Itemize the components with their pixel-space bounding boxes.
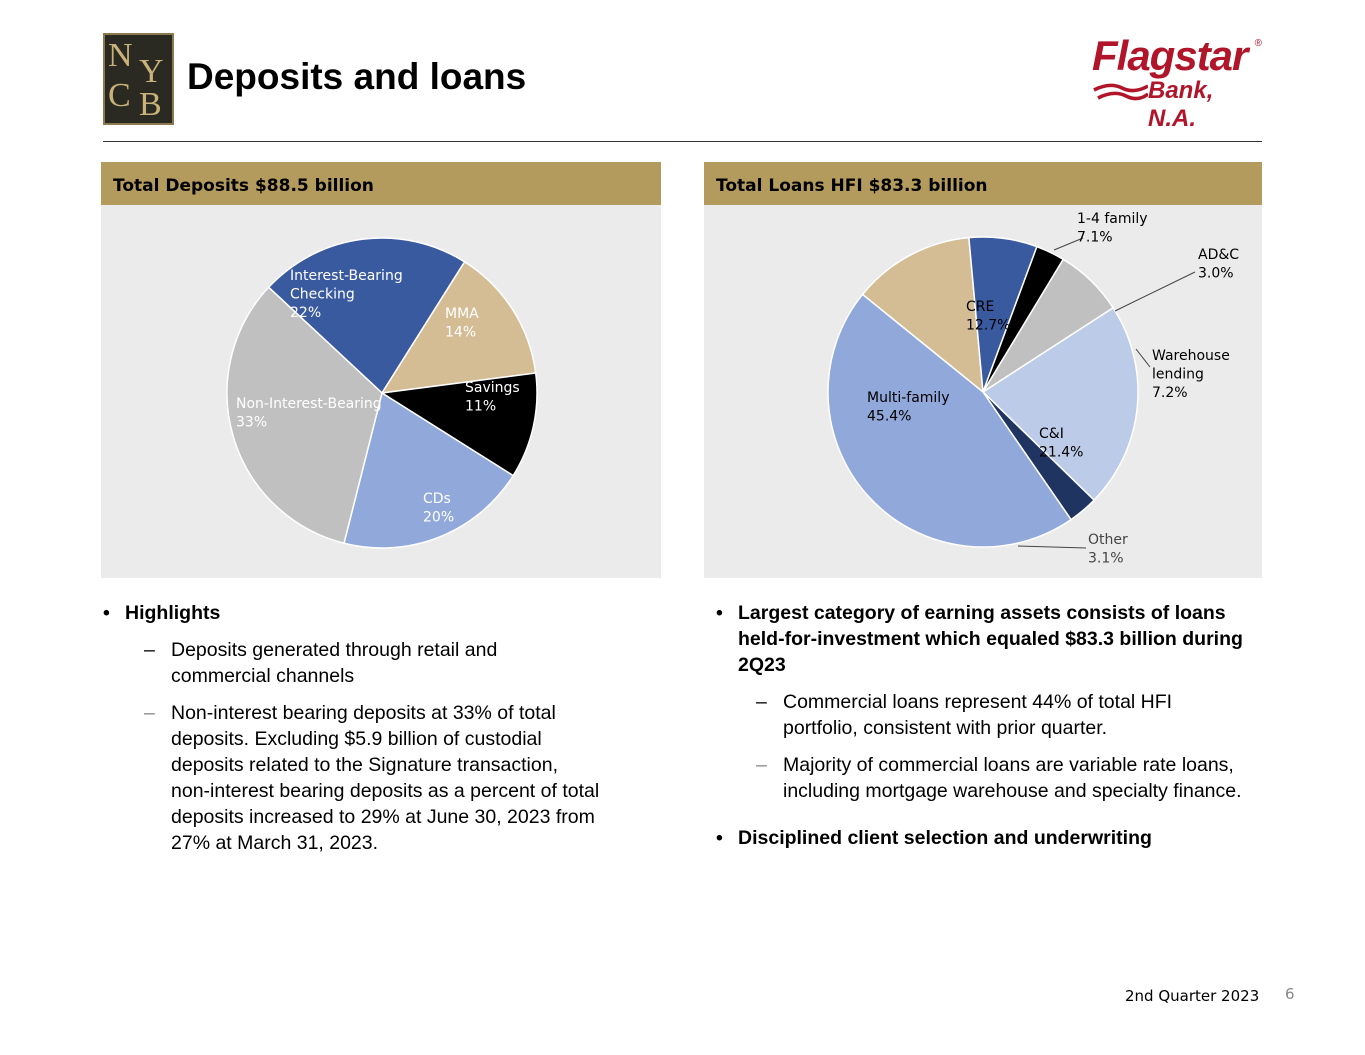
data-label-non-interest-bearing: Non-Interest-Bearing 33% <box>236 396 382 431</box>
highlight-line: deposits. Excluding $5.9 billion of custodial <box>171 728 542 750</box>
highlight-line: commercial channels <box>171 665 355 687</box>
loans-heading <box>738 600 1298 678</box>
loans-chart-title: Total Loans HFI $83.3 billion <box>704 162 1262 205</box>
deposits-chart-title: Total Deposits $88.5 billion <box>101 162 661 205</box>
deposits-panel <box>101 162 661 578</box>
flagstar-logo <box>1090 32 1262 132</box>
data-label-mma: MMA 14% <box>445 306 479 341</box>
page-title: Deposits and loans <box>187 56 527 97</box>
highlight-item <box>171 700 645 856</box>
data-label-cre: CRE 12.7% <box>966 299 1011 334</box>
nycb-logo <box>103 33 174 125</box>
header-divider <box>103 141 1262 142</box>
highlight-line: – Non-interest bearing deposits at 33% of total <box>171 702 556 724</box>
data-label-cds: CDs 20% <box>423 491 455 526</box>
highlight-line: – Deposits generated through retail and <box>171 639 498 661</box>
leader-line-ad-c <box>1115 272 1195 311</box>
data-label-other: Other 3.1% <box>1088 532 1128 567</box>
nycb-letter-y: Y <box>139 53 164 90</box>
leader-line-warehouse-lending <box>1136 349 1150 367</box>
loans-bullets <box>738 600 1298 851</box>
loans-pie-chart <box>704 162 1262 578</box>
loans-item <box>783 752 1298 804</box>
highlight-line: 27% at March 31, 2023. <box>171 832 379 854</box>
data-label-c-i: C&I 21.4% <box>1039 426 1084 461</box>
nycb-letter-n: N <box>108 37 133 74</box>
loans-heading-2: • Disciplined client selection and underwriting <box>738 825 1298 851</box>
highlight-line: deposits related to the Signature transaction, <box>171 754 558 776</box>
leader-line-other <box>1018 546 1086 548</box>
highlight-line: non-interest bearing deposits as a percent of total <box>171 780 600 802</box>
loans-line: portfolio, consistent with prior quarter. <box>783 717 1108 739</box>
loans-line: – Majority of commercial loans are variable rate loans, <box>783 754 1234 776</box>
data-label-savings: Savings 11% <box>465 380 520 415</box>
highlights-bullets <box>125 600 645 856</box>
data-label-warehouse-lending: Warehouse lending 7.2% <box>1152 348 1230 401</box>
deposits-pie-chart <box>101 162 661 578</box>
page-number: 6 <box>1285 985 1295 1003</box>
nycb-letter-b: B <box>139 86 162 123</box>
footer-quarter: 2nd Quarter 2023 <box>1125 987 1260 1005</box>
data-label-ad-c: AD&C 3.0% <box>1198 247 1240 282</box>
data-label-multi-family: Multi-family 45.4% <box>867 390 950 425</box>
highlights-heading: • Highlights <box>125 600 645 626</box>
loans-item <box>783 689 1298 741</box>
flagstar-swoosh-icon <box>1092 82 1148 104</box>
loans-line: including mortgage warehouse and specialty finance. <box>783 780 1242 802</box>
loans-heading-line: held-for-investment which equaled $83.3 billion during <box>738 628 1243 650</box>
loans-panel <box>704 162 1262 578</box>
nycb-letter-c: C <box>108 77 131 114</box>
flagstar-logo-sub: Bank, N.A. <box>1148 77 1214 132</box>
highlight-item <box>171 637 645 689</box>
loans-heading-line: 2Q23 <box>738 654 786 676</box>
loans-heading-line: • Largest category of earning assets consists of loans <box>738 602 1226 624</box>
data-label-interest-bearing-checking: Interest-Bearing Checking 22% <box>290 268 403 321</box>
flagstar-logo-name: Flagstar <box>1092 32 1248 79</box>
data-label-1-4-family: 1-4 family 7.1% <box>1077 211 1148 246</box>
loans-line: – Commercial loans represent 44% of total HFI <box>783 691 1173 713</box>
flagstar-logo-registered: ® <box>1254 38 1262 49</box>
highlight-line: deposits increased to 29% at June 30, 2023 from <box>171 806 595 828</box>
